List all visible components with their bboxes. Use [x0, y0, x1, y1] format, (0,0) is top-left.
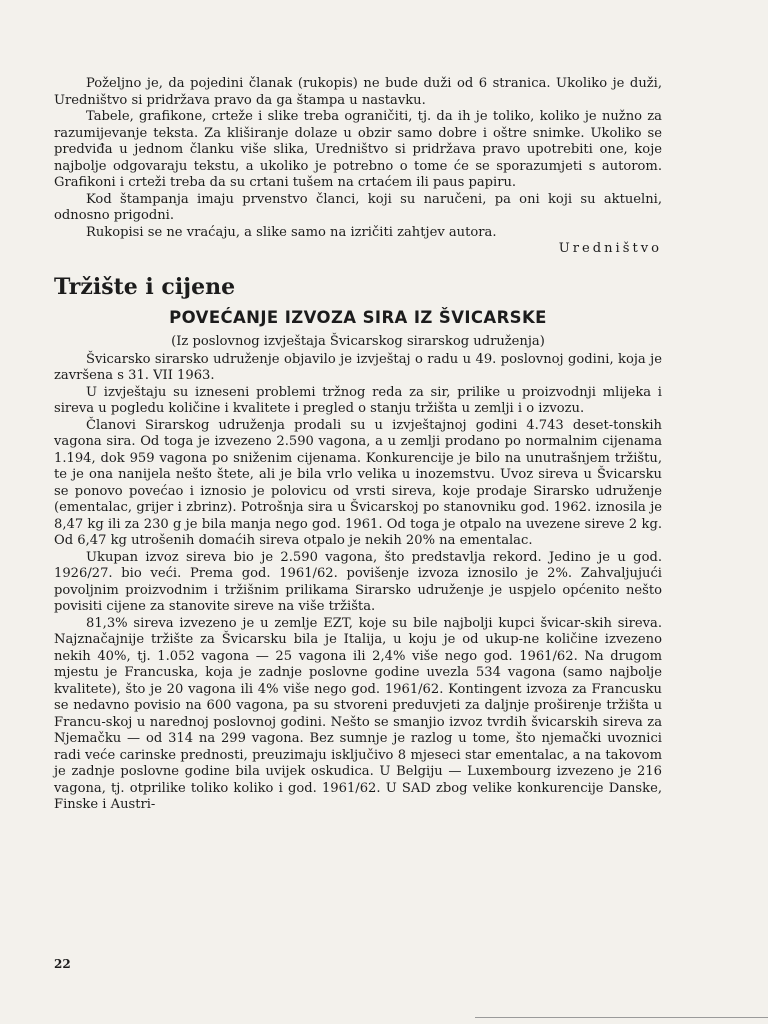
- article-paragraph: 81,3% sireva izvezeno je u zemlje EZT, koje su bile najbolji kupci švicar-skih sireva. Najznačajnije tržište za Švicarsku bila je Italija, u koju je od ukup-ne količine izvezeno nekih 40%, tj. 1.052 vagona — 25 vagona ili 2,4% više nego god. 1961/62. Na drugom mjestu je Francuska, koja je zadnje poslovne godine uvezla 534 vagona (samo najbolje kvalitete), što je 20 vagona ili 4% više nego god. 1961/62. Kontingent izvoza za Francusku se nedavno povisio na 600 vagona, pa su stvoreni preduvjeti za daljnje proširenje tržišta u Francu-skoj u narednoj poslovnoj godini. Nešto se smanjio izvoz tvrdih švicarskih sireva za Njemačku — od 314 na 299 vagona. Bez sumnje je razlog u tome, što njemački uvoznici radi veće carinske prednosti, preuzimaju isključivo 8 mjeseci star ementalac, a na takovom je zadnje poslovne godine bila uvijek oskudica. U Belgiju — Luxembourg izvezeno je 216 vagona, tj. otprilike toliko koliko i god. 1961/62. U SAD zbog velike konkurencije Danske, Finske i Austri-: [54, 615, 662, 812]
- page-number: 22: [54, 957, 71, 971]
- editorial-signature: Uredništvo: [558, 241, 662, 256]
- intro-paragraph: Kod štampanja imaju prvenstvo članci, koji su naručeni, pa oni koji su aktuelni, odnosno prigodni.: [54, 191, 662, 223]
- editorial-instructions: [54, 76, 662, 258]
- intro-paragraph: Rukopisi se ne vraćaju, a slike samo na izričiti zahtjev autora.: [86, 224, 497, 240]
- article-title: POVEĆANJE IZVOZA SIRA IZ ŠVICARSKE: [169, 307, 547, 327]
- article-paragraph: U izvještaju su izneseni problemi tržnog reda za sir, prilike u proizvodnji mlijeka i sireva u pogledu količine i kvalitete i pregled o stanju tržišta u zemlji i o izvozu.: [54, 384, 662, 416]
- article-subtitle: (Iz poslovnog izvještaja Švicarskog sirarskog udruženja): [171, 334, 545, 349]
- intro-paragraph: Tabele, grafikone, crteže i slike treba ograničiti, tj. da ih je toliko, koliko je nužno za razumijevanje teksta. Za kliširanje dolaze u obzir samo dobre i oštre snimke. Ukoliko se predviđa u jednom članku više slika, Uredništvo si pridržava pravo upotrebiti one, koje najbolje odgovaraju tekstu, a ukoliko je potrebno o tome će se sporazumjeti s autorom. Grafikoni i crteži treba da su crtani tušem na crtaćem ili paus papiru.: [54, 109, 662, 190]
- article: [54, 307, 662, 814]
- bottom-edge-rule: [475, 1017, 768, 1018]
- intro-paragraph: Poželjno je, da pojedini članak (rukopis) ne bude duži od 6 stranica. Ukoliko je duži, Uredništvo si pridržava pravo da ga štampa u nastavku.: [54, 76, 662, 108]
- page-content: [54, 76, 662, 814]
- section-heading: Tržište i cijene: [54, 273, 236, 300]
- article-paragraph: Ukupan izvoz sireva bio je 2.590 vagona, što predstavlja rekord. Jedino je u god. 1926/27. bio veći. Prema god. 1961/62. povišenje izvoza iznosilo je 2%. Zahvaljujući povoljnim proizvodnim i tržišnim prilikama Sirarsko udruženje je uspjelo općenito nešto povisiti cijene za stanovite sireve na više tržišta.: [54, 549, 662, 614]
- article-paragraph: Članovi Sirarskog udruženja prodali su u izvještajnoj godini 4.743 deset-tonskih vagona sira. Od toga je izvezeno 2.590 vagona, a u zemlji prodano po normalnim cijenama 1.194, dok 959 vagona po sniženim cijenama. Konkurencije je bilo na unutrašnjem tržištu, te je ona nanijela nešto štete, ali je bila vrlo velika u inozemstvu. Uvoz sireva u Švicarsku se ponovo povećao i iznosio je polovicu od vrsti sireva, koje prodaje Sirarsko udruženje (ementalac, grijer i zbrinz). Potrošnja sira u Švicarskoj po stanovniku god. 1962. iznosila je 8,47 kg ili za 230 g je bila manja nego god. 1961. Od toga je otpalo na uvezene sireve 2 kg. Od 6,47 kg utrošenih domaćih sireva otpalo je nekih 20% na ementalac.: [54, 417, 662, 548]
- article-paragraph: Švicarsko sirarsko udruženje objavilo je izvještaj o radu u 49. poslovnoj godini, koja je završena s 31. VII 1963.: [54, 351, 662, 383]
